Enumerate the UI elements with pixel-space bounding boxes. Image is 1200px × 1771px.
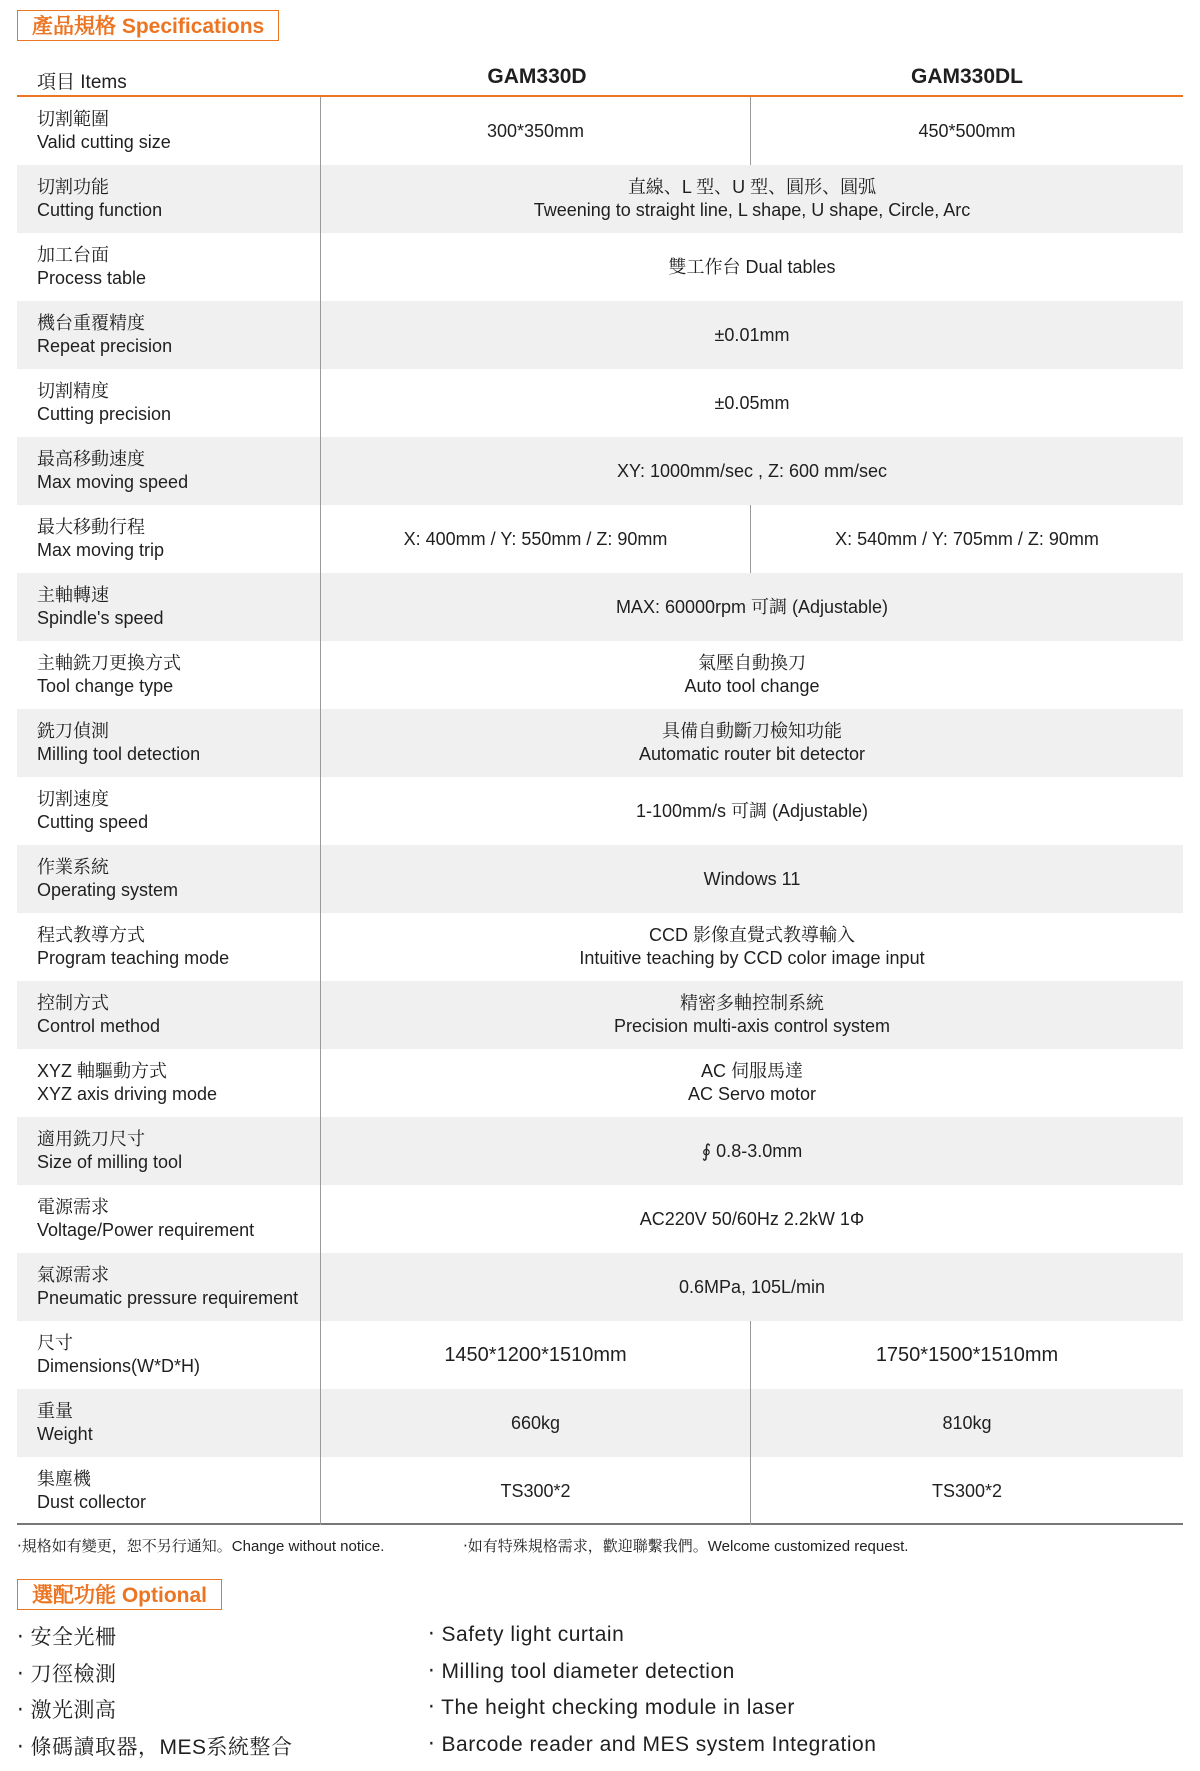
value-model-a: 300*350mm <box>321 97 751 165</box>
value-model-a: X: 400mm / Y: 550mm / Z: 90mm <box>321 505 751 573</box>
value-shared: ±0.05mm <box>714 392 790 413</box>
spec-row-tool-change-type <box>17 641 1183 709</box>
spec-row-dimensions <box>17 1321 1183 1389</box>
optional-item: ‧ Barcode reader and MES system Integration <box>428 1732 877 1756</box>
value-model-b: TS300*2 <box>931 1480 1003 1501</box>
row-label-zh: 重量 <box>37 1401 73 1421</box>
row-label-en: Pneumatic pressure requirement <box>37 1288 299 1308</box>
row-label-en: Size of milling tool <box>37 1152 183 1172</box>
row-label-en: Valid cutting size <box>37 132 171 152</box>
row-label-zh: 加工台面 <box>37 245 109 265</box>
row-label-zh: 切割速度 <box>37 789 109 809</box>
row-label-en: Spindle's speed <box>37 608 164 628</box>
row-label-zh: 最高移動速度 <box>37 449 145 469</box>
row-label-zh: 適用銑刀尺寸 <box>37 1129 145 1149</box>
spec-row-program-teaching-mode <box>17 913 1183 981</box>
row-label-zh: 集塵機 <box>37 1469 91 1489</box>
optional-item: ‧ Milling tool diameter detection <box>428 1659 735 1683</box>
spec-table-header <box>17 55 1183 97</box>
value-zh: CCD 影像直覺式教導輸入 <box>649 925 855 945</box>
row-label-zh: 電源需求 <box>37 1197 109 1217</box>
value-shared <box>321 1049 1183 1117</box>
row-label-en: Program teaching mode <box>37 948 230 968</box>
row-label-en: Operating system <box>37 880 179 900</box>
note-customized-request: ‧如有特殊規格需求，歡迎聯繫我們。Welcome customized request. <box>463 1538 909 1555</box>
value-model-b: X: 540mm / Y: 705mm / Z: 90mm <box>835 528 1099 549</box>
row-label-en: Dust collector <box>37 1492 147 1512</box>
row-label-zh: 銑刀偵測 <box>37 721 109 741</box>
optional-item: ‧ 刀徑檢測 <box>17 1662 117 1686</box>
spec-table <box>17 97 1183 1525</box>
spec-row-spindle-speed <box>17 573 1183 641</box>
row-label-zh: 程式教導方式 <box>37 925 145 945</box>
value-shared <box>321 641 1183 709</box>
spec-row-max-moving-trip <box>17 505 1183 573</box>
value-en: Precision multi-axis control system <box>613 1016 891 1036</box>
spec-row-cutting-size <box>17 97 1183 165</box>
model-a-header: GAM330D <box>487 65 587 88</box>
optional-section-title: 選配功能 Optional <box>17 1579 222 1610</box>
row-label-zh: XYZ 軸驅動方式 <box>37 1061 168 1081</box>
spec-row-cutting-function <box>17 165 1183 233</box>
spec-row-milling-tool-detection <box>17 709 1183 777</box>
optional-list-en <box>428 1617 876 1763</box>
row-label-en: XYZ axis driving mode <box>37 1084 218 1104</box>
spec-row-process-table <box>17 233 1183 301</box>
optional-item: ‧ 安全光柵 <box>17 1626 117 1649</box>
row-label-en: Cutting speed <box>37 812 149 832</box>
row-label-en: Voltage/Power requirement <box>37 1220 255 1240</box>
value-shared <box>321 709 1183 777</box>
spec-row-dust-collector <box>17 1457 1183 1525</box>
row-label-en: Dimensions(W*D*H) <box>37 1356 201 1376</box>
row-label-zh: 最大移動行程 <box>37 517 145 537</box>
value-model-b: 810kg <box>942 1412 992 1433</box>
row-label-en: Control method <box>37 1016 161 1036</box>
value-shared: ±0.01mm <box>714 324 790 345</box>
value-en: Intuitive teaching by CCD color image input <box>579 948 925 968</box>
optional-item: ‧ 條碼讀取器，MES系統整合 <box>17 1735 293 1759</box>
value-model-a: 660kg <box>321 1389 751 1457</box>
row-label-en: Cutting precision <box>37 404 172 424</box>
spec-row-pneumatic-requirement <box>17 1253 1183 1321</box>
value-en: AC Servo motor <box>687 1084 817 1104</box>
value-zh: AC 伺服馬達 <box>700 1061 803 1081</box>
value-model-a: 1450*1200*1510mm <box>321 1321 751 1389</box>
value-zh: 氣壓自動換刀 <box>698 653 806 673</box>
spec-row-cutting-speed <box>17 777 1183 845</box>
row-label-zh: 氣源需求 <box>37 1265 109 1285</box>
spec-row-control-method <box>17 981 1183 1049</box>
row-label-en: Milling tool detection <box>37 744 201 764</box>
spec-row-weight <box>17 1389 1183 1457</box>
spec-section-title: 產品規格 Specifications <box>17 10 279 41</box>
spec-row-milling-tool-size <box>17 1117 1183 1185</box>
row-label-zh: 切割範圍 <box>37 109 109 129</box>
optional-item: ‧ Safety light curtain <box>428 1623 625 1646</box>
value-model-b: 450*500mm <box>918 120 1016 141</box>
value-shared <box>321 165 1183 233</box>
value-shared: 0.6MPa, 105L/min <box>678 1276 826 1297</box>
items-column-header: 項目 Items <box>37 72 127 93</box>
row-label-zh: 切割功能 <box>37 177 109 197</box>
spec-row-xyz-driving-mode <box>17 1049 1183 1117</box>
row-label-en: Cutting function <box>37 200 163 220</box>
value-shared: 雙工作台 Dual tables <box>668 256 836 277</box>
value-shared <box>321 981 1183 1049</box>
spec-row-repeat-precision <box>17 301 1183 369</box>
value-model-a: TS300*2 <box>321 1457 751 1525</box>
row-label-en: Weight <box>37 1424 93 1444</box>
value-en: Auto tool change <box>684 676 820 696</box>
value-model-b: 1750*1500*1510mm <box>875 1343 1059 1366</box>
spec-row-power-requirement <box>17 1185 1183 1253</box>
value-zh: 精密多軸控制系統 <box>680 993 824 1013</box>
note-change-without-notice: ‧規格如有變更，恕不另行通知。Change without notice. <box>17 1538 385 1555</box>
row-label-zh: 控制方式 <box>37 993 109 1013</box>
value-shared: 1-100mm/s 可調 (Adjustable) <box>635 800 869 821</box>
row-label-en: Max moving speed <box>37 472 189 492</box>
row-label-en: Process table <box>37 268 147 288</box>
row-label-zh: 主軸轉速 <box>37 585 109 605</box>
row-label-zh: 切割精度 <box>37 381 109 401</box>
value-zh: 直線、L 型、U 型、圓形、圓弧 <box>627 177 877 197</box>
value-shared <box>321 913 1183 981</box>
row-label-zh: 尺寸 <box>37 1333 73 1353</box>
row-label-en: Tool change type <box>37 676 174 696</box>
value-shared: ∮ 0.8-3.0mm <box>701 1140 803 1161</box>
row-label-en: Repeat precision <box>37 336 173 356</box>
model-b-header: GAM330DL <box>910 65 1024 88</box>
spec-row-operating-system <box>17 845 1183 913</box>
spec-row-cutting-precision <box>17 369 1183 437</box>
optional-item: ‧ 激光測高 <box>17 1699 117 1722</box>
value-shared: Windows 11 <box>703 868 801 889</box>
value-shared: MAX: 60000rpm 可調 (Adjustable) <box>615 596 889 617</box>
value-en: Automatic router bit detector <box>638 744 866 764</box>
value-zh: 具備自動斷刀檢知功能 <box>662 721 842 741</box>
optional-item: ‧ The height checking module in laser <box>428 1696 795 1719</box>
row-label-zh: 主軸銑刀更換方式 <box>37 653 181 673</box>
optional-list-zh <box>17 1620 293 1766</box>
value-en: Tweening to straight line, L shape, U shape, Circle, Arc <box>533 200 971 220</box>
row-label-zh: 機台重覆精度 <box>37 313 145 333</box>
value-shared: AC220V 50/60Hz 2.2kW 1Φ <box>639 1208 865 1229</box>
row-label-zh: 作業系統 <box>37 857 109 877</box>
value-shared: XY: 1000mm/sec , Z: 600 mm/sec <box>616 460 888 481</box>
spec-row-max-moving-speed <box>17 437 1183 505</box>
row-label-en: Max moving trip <box>37 540 165 560</box>
